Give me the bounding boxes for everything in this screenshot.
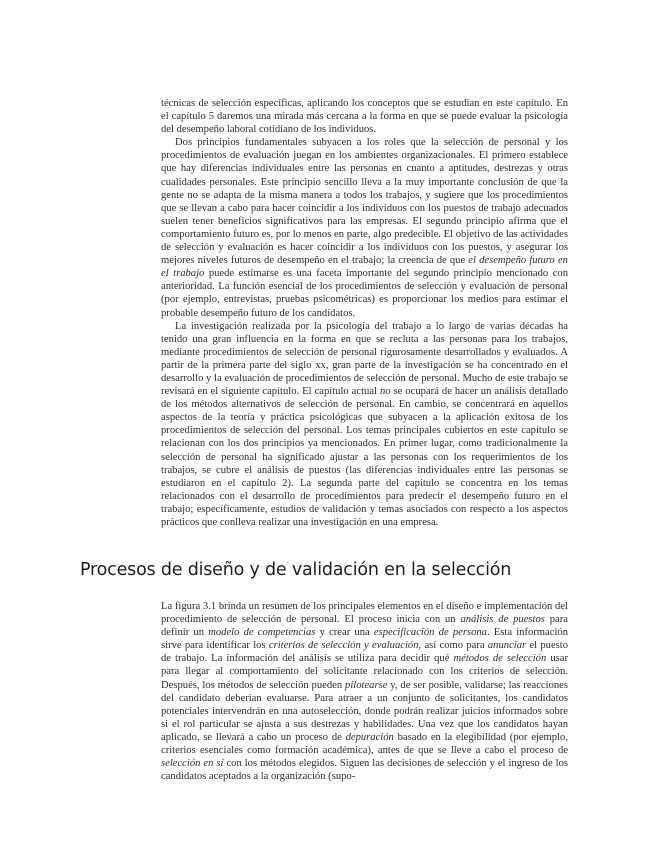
italic-phrase: especificación de persona (373, 627, 487, 639)
italic-phrase: depuración (345, 731, 394, 743)
italic-phrase: modelo de competencias (208, 627, 316, 639)
paragraph: técnicas de selección específicas, aplicando los conceptos que se estudian en este capítulo. En el capítulo 5 daremos una mirada más cercana a la forma en que se puede evaluar la psicología del desempeño laboral cotidiano de los individuos. (161, 98, 568, 136)
section-heading: Procesos de diseño y de validación en la selección (80, 560, 512, 580)
italic-phrase: pilotearse (345, 679, 388, 691)
italic-phrase: selección en sí (161, 758, 224, 770)
italic-phrase: métodos de selección (453, 653, 547, 665)
italic-phrase: análisis de puestos (460, 614, 545, 626)
body-text-block-top (161, 97, 568, 529)
italic-phrase: criterios de selección y evaluación (268, 640, 419, 652)
italic-phrase: no (379, 386, 391, 398)
body-text-block-bottom (161, 600, 568, 783)
italic-phrase: anunciar (487, 640, 527, 652)
italic-phrase: el desempeño futuro en el trabajo (161, 255, 568, 280)
paragraph: Dos principios fundamentales subyacen a los roles que la selección de personal y los procedimientos de evaluación juegan en los ambientes organizacionales. El primero establece que hay diferencias individuales entre las personas en cuanto a aptitudes, destrezas y otras cualidades personales. Este principio sencillo lleva a la muy importante conclusión de que la gente no se adapta de la misma manera a todos los trabajos, y sugiere que los procedimientos que se llevan a cabo para hacer coincidir a los individuos con los puestos de trabajo adecuados suelen tener beneficios significativos para las empresas. El segundo principio afirma que el comportamiento futuro es, por lo menos en parte, algo predecible. El objetivo de las actividades de selección y evaluación es hacer coincidir a los individuos con los puestos, y asegurar los mejores niveles futuros de desempeño en el trabajo; la creencia de que el desempeño futuro en el trabajo puede estimarse es una faceta importante del segundo principio mencionado con anterioridad. La función esencial de los procedimientos de selección y evaluación de personal (por ejemplo, entrevistas, pruebas psicométricas) es proporcionar los medios para estimar el probable desempeño futuro de los candidatos. (161, 137, 568, 319)
paragraph: La investigación realizada por la psicología del trabajo a lo largo de varias décadas ha tenido una gran influencia en la forma en que se recluta a las personas para los trabajos, mediante procedimientos de selección de personal rigurosamente desarrollados y evaluados. A partir de la primera parte del siglo xx, gran parte de la investigación se ha concentrado en el desarrollo y la evaluación de procedimientos de selección de personal. Mucho de este trabajo se revisará en el siguiente capítulo. El capítulo actual no se ocupará de hacer un análisis detallado de los métodos alternativos de selección de personal. En cambio, se concentrará en aquellos aspectos de la teoría y práctica psicológicas que subyacen a la aplicación exitosa de los procedimientos de selección del personal. Los temas principales cubiertos en este capítulo se relacionan con los dos principios ya mencionados. En primer lugar, como tradicionalmente la selección de personal ha significado ajustar a las personas con los requerimientos de los trabajos, se cubre el análisis de puestos (las diferencias individuales entre las personas se estudiaron en el capítulo 2). La segunda parte del capítulo se concentra en los temas relacionados con el desarrollo de procedimientos para predecir el desempeño futuro en el trabajo; específicamente, estudios de validación y temas asociados con respecto a los aspectos prácticos que conlleva realizar una investigación en una empresa. (161, 320, 568, 528)
paragraph: La figura 3.1 brinda un resumen de los principales elementos en el diseño e implementación del procedimiento de selección de personal. El proceso inicia con un análisis de puestos para definir un modelo de competencias y crear una especificación de persona. Esta información sirve para identificar los criterios de selección y evaluación, así como para anunciar el puesto de trabajo. La información del análisis se utiliza para decidir qué métodos de selección usar para llegar al comportamiento del solicitante relacionado con los criterios de selección. Después, los métodos de selección pueden pilotearse y, de ser posible, validarse; las reacciones del candidato deberían evaluarse. Para atraer a un conjunto de solicitantes, los candidatos potenciales intervendrán en una autoselección, donde podrán realizar juicios informados sobre si el rol particular se ajusta a sus destrezas y habilidades. Una vez que los candidatos hayan aplicado, se llevará a cabo un proceso de depuración basado en la elegibilidad (por ejemplo, criterios esenciales como formación académica), antes de que se lleve a cabo el proceso de selección en sí con los métodos elegidos. Siguen las decisiones de selección y el ingreso de los candidatos aceptados a la organización (supo- (161, 601, 569, 783)
